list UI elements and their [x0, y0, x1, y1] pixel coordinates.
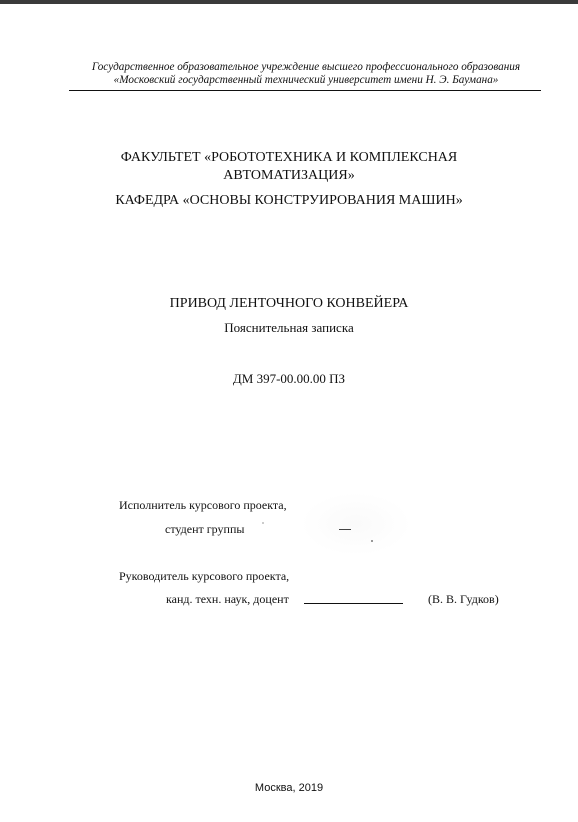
- redaction-artifact: [371, 540, 373, 542]
- institution-header-line1: Государственное образовательное учреждение высшего профессионального образования: [91, 61, 521, 73]
- redaction-artifact: [262, 522, 264, 524]
- redacted-signature-area: [300, 492, 412, 556]
- signature-line: [304, 603, 403, 604]
- redaction-artifact: [339, 529, 351, 530]
- supervisor-name: (В. В. Гудков): [428, 592, 499, 606]
- project-title: ПРИВОД ЛЕНТОЧНОГО КОНВЕЙЕРА: [169, 296, 409, 311]
- executor-label: Исполнитель курсового проекта,: [119, 498, 287, 512]
- supervisor-title: канд. техн. наук, доцент: [166, 592, 289, 606]
- supervisor-label: Руководитель курсового проекта,: [119, 569, 290, 583]
- faculty-title-line1: ФАКУЛЬТЕТ «РОБОТОТЕХНИКА И КОМПЛЕКСНАЯ: [120, 150, 458, 165]
- department-title: КАФЕДРА «ОСНОВЫ КОНСТРУИРОВАНИЯ МАШИН»: [115, 193, 463, 208]
- viewer-top-bar: [0, 0, 578, 4]
- header-divider: [69, 90, 541, 91]
- project-subtitle: Пояснительная записка: [224, 320, 354, 335]
- student-group-label: студент группы: [165, 522, 245, 536]
- city-year: Москва, 2019: [254, 782, 324, 794]
- document-code: ДМ 397-00.00.00 ПЗ: [232, 371, 346, 386]
- faculty-title-line2: АВТОМАТИЗАЦИЯ»: [223, 168, 355, 183]
- institution-header-line2: «Московский государственный технический университет имени Н. Э. Баумана»: [113, 74, 499, 86]
